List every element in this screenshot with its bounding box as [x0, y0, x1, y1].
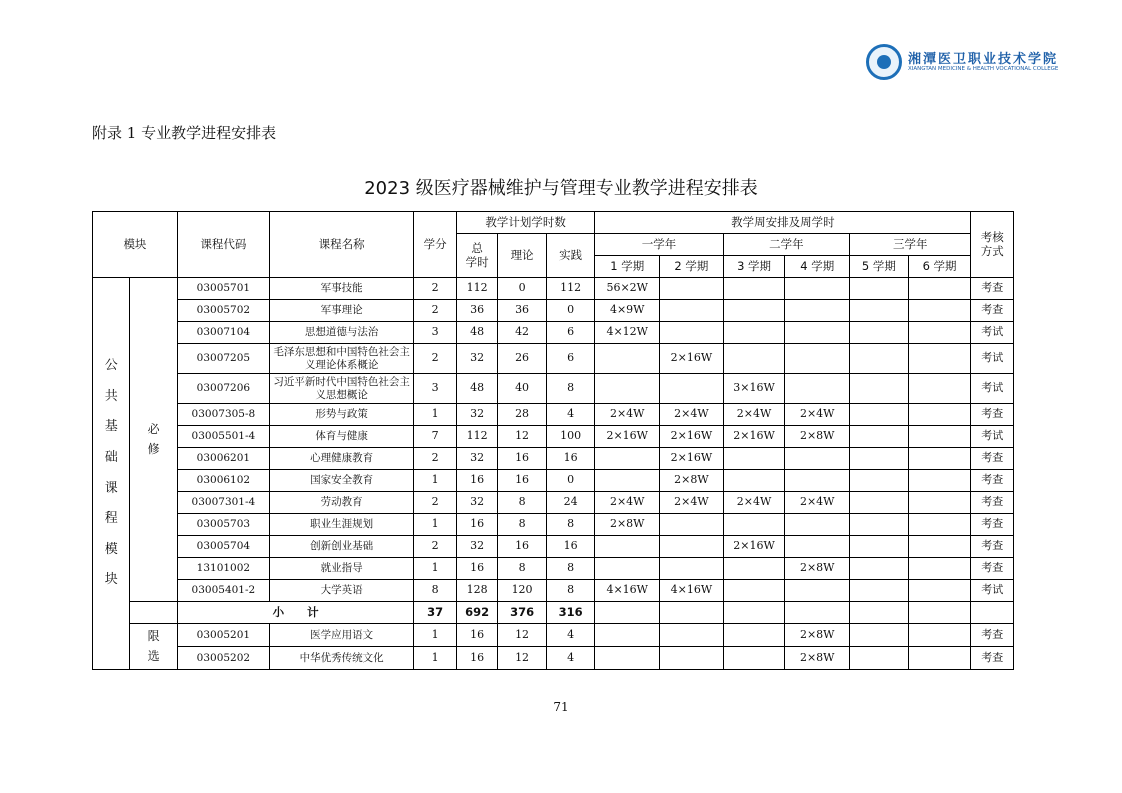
cell-credit: 1 — [414, 514, 456, 536]
cell-t3 — [723, 470, 785, 492]
cell-code: 03005704 — [177, 536, 269, 558]
cell-theory: 28 — [498, 404, 547, 426]
header-assessment: 考核 方式 — [971, 212, 1014, 278]
cell-t5 — [850, 278, 909, 300]
cell-t1: 56×2W — [595, 278, 660, 300]
cell-name: 形势与政策 — [269, 404, 414, 426]
cell-name: 创新创业基础 — [269, 536, 414, 558]
cell-t3 — [723, 558, 785, 580]
cell-total: 48 — [456, 322, 497, 344]
cell-t5 — [850, 580, 909, 602]
cell-t2 — [660, 278, 724, 300]
cell-t3 — [723, 344, 785, 374]
cell-practice: 8 — [546, 558, 595, 580]
cell-name: 思想道德与法治 — [269, 322, 414, 344]
cell-theory: 8 — [498, 492, 547, 514]
cell-name: 劳动教育 — [269, 492, 414, 514]
cell-t2 — [660, 647, 724, 670]
cell-theory: 16 — [498, 536, 547, 558]
subtotal-blank — [130, 602, 178, 624]
cell-exam: 考查 — [971, 647, 1014, 670]
cell-code: 03006102 — [177, 470, 269, 492]
cell-total: 112 — [456, 426, 497, 448]
cell-theory: 26 — [498, 344, 547, 374]
table-row — [93, 344, 1014, 374]
cell-t5 — [850, 624, 909, 647]
cell-practice: 16 — [546, 536, 595, 558]
cell-t1: 4×9W — [595, 300, 660, 322]
cell-t4: 2×8W — [785, 647, 850, 670]
header-term-4: 4 学期 — [785, 256, 850, 278]
cell-practice: 8 — [546, 580, 595, 602]
table-row — [93, 492, 1014, 514]
header-code: 课程代码 — [177, 212, 269, 278]
cell-t6 — [908, 624, 971, 647]
header-year1: 一学年 — [595, 234, 723, 256]
subtotal-practice: 316 — [546, 602, 595, 624]
cell-code: 03007205 — [177, 344, 269, 374]
header-theory: 理论 — [498, 234, 547, 278]
header-term-5: 5 学期 — [850, 256, 909, 278]
cell-t5 — [850, 492, 909, 514]
cell-t3: 3×16W — [723, 374, 785, 404]
header-year3: 三学年 — [850, 234, 971, 256]
cell-t6 — [908, 514, 971, 536]
elective-cell: 限 选 — [130, 624, 178, 670]
cell-exam: 考查 — [971, 404, 1014, 426]
subtotal-empty — [971, 602, 1014, 624]
cell-practice: 0 — [546, 470, 595, 492]
subtotal-empty — [595, 602, 660, 624]
cell-theory: 12 — [498, 624, 547, 647]
cell-total: 32 — [456, 344, 497, 374]
cell-t4 — [785, 322, 850, 344]
cell-total: 16 — [456, 514, 497, 536]
cell-t6 — [908, 580, 971, 602]
teaching-schedule-table — [92, 211, 1014, 670]
cell-t4 — [785, 448, 850, 470]
module-cell: 公 共 基 础 课 程 模 块 — [93, 278, 130, 670]
college-logo — [866, 44, 1059, 84]
cell-t1: 4×12W — [595, 322, 660, 344]
table-title: 2023 级医疗器械维护与管理专业教学进程安排表 — [364, 178, 758, 199]
cell-t3: 2×16W — [723, 426, 785, 448]
college-emblem-icon — [866, 44, 902, 80]
header-schedule: 教学周安排及周学时 — [595, 212, 971, 234]
cell-credit: 1 — [414, 624, 456, 647]
cell-t6 — [908, 470, 971, 492]
cell-t4 — [785, 514, 850, 536]
table-row — [93, 558, 1014, 580]
cell-theory: 8 — [498, 558, 547, 580]
cell-t2 — [660, 558, 724, 580]
cell-exam: 考试 — [971, 344, 1014, 374]
subtotal-empty — [723, 602, 785, 624]
cell-name: 军事技能 — [269, 278, 414, 300]
cell-t2: 4×16W — [660, 580, 724, 602]
logo-name-en: XIANGTAN MEDICINE & HEALTH VOCATIONAL COLLEGE — [908, 66, 1059, 72]
cell-total: 32 — [456, 536, 497, 558]
cell-t5 — [850, 374, 909, 404]
cell-total: 32 — [456, 404, 497, 426]
cell-name: 军事理论 — [269, 300, 414, 322]
cell-name: 就业指导 — [269, 558, 414, 580]
cell-code: 03007301-4 — [177, 492, 269, 514]
cell-theory: 0 — [498, 278, 547, 300]
cell-t2 — [660, 374, 724, 404]
subtotal-total: 692 — [456, 602, 497, 624]
cell-practice: 4 — [546, 624, 595, 647]
cell-t6 — [908, 536, 971, 558]
cell-t6 — [908, 426, 971, 448]
cell-theory: 12 — [498, 426, 547, 448]
cell-t2: 2×4W — [660, 404, 724, 426]
cell-practice: 0 — [546, 300, 595, 322]
cell-t2: 2×4W — [660, 492, 724, 514]
header-credit: 学分 — [414, 212, 456, 278]
cell-t3 — [723, 322, 785, 344]
cell-t4: 2×8W — [785, 624, 850, 647]
table-row — [93, 300, 1014, 322]
cell-practice: 4 — [546, 404, 595, 426]
cell-name: 国家安全教育 — [269, 470, 414, 492]
cell-exam: 考试 — [971, 322, 1014, 344]
cell-t4 — [785, 278, 850, 300]
cell-practice: 8 — [546, 514, 595, 536]
cell-name: 心理健康教育 — [269, 448, 414, 470]
cell-name: 中华优秀传统文化 — [269, 647, 414, 670]
table-row — [93, 536, 1014, 558]
cell-exam: 考查 — [971, 514, 1014, 536]
cell-practice: 8 — [546, 374, 595, 404]
header-module: 模块 — [93, 212, 178, 278]
table-row — [93, 514, 1014, 536]
cell-t2: 2×16W — [660, 448, 724, 470]
cell-t6 — [908, 558, 971, 580]
header-term-2: 2 学期 — [660, 256, 724, 278]
cell-t5 — [850, 647, 909, 670]
cell-credit: 8 — [414, 580, 456, 602]
cell-t5 — [850, 448, 909, 470]
cell-theory: 12 — [498, 647, 547, 670]
cell-name: 大学英语 — [269, 580, 414, 602]
cell-t3: 2×16W — [723, 536, 785, 558]
cell-t3: 2×4W — [723, 404, 785, 426]
cell-total: 16 — [456, 647, 497, 670]
cell-total: 128 — [456, 580, 497, 602]
cell-t2 — [660, 624, 724, 647]
header-term-6: 6 学期 — [908, 256, 971, 278]
cell-credit: 7 — [414, 426, 456, 448]
appendix-label: 附录 1 专业教学进程安排表 — [92, 124, 277, 142]
cell-t6 — [908, 344, 971, 374]
cell-credit: 1 — [414, 404, 456, 426]
cell-practice: 100 — [546, 426, 595, 448]
cell-t1: 2×8W — [595, 514, 660, 536]
cell-exam: 考查 — [971, 536, 1014, 558]
cell-code: 03005201 — [177, 624, 269, 647]
cell-t4 — [785, 470, 850, 492]
cell-total: 32 — [456, 492, 497, 514]
cell-exam: 考试 — [971, 580, 1014, 602]
cell-name: 习近平新时代中国特色社会主义思想概论 — [269, 374, 414, 404]
cell-t4: 2×8W — [785, 558, 850, 580]
cell-t6 — [908, 647, 971, 670]
table-row — [93, 448, 1014, 470]
cell-t1 — [595, 558, 660, 580]
table-row — [93, 624, 1014, 647]
cell-t1 — [595, 536, 660, 558]
cell-t1: 2×16W — [595, 426, 660, 448]
cell-t5 — [850, 470, 909, 492]
cell-practice: 6 — [546, 344, 595, 374]
cell-t2 — [660, 536, 724, 558]
cell-exam: 考查 — [971, 558, 1014, 580]
cell-theory: 16 — [498, 448, 547, 470]
cell-practice: 16 — [546, 448, 595, 470]
cell-t4 — [785, 536, 850, 558]
cell-t6 — [908, 374, 971, 404]
cell-credit: 1 — [414, 558, 456, 580]
cell-total: 16 — [456, 470, 497, 492]
cell-t3 — [723, 300, 785, 322]
cell-practice: 6 — [546, 322, 595, 344]
cell-t4: 2×8W — [785, 426, 850, 448]
cell-credit: 1 — [414, 647, 456, 670]
cell-credit: 2 — [414, 448, 456, 470]
logo-name-cn: 湘潭医卫职业技术学院 — [908, 52, 1059, 67]
cell-code: 03007305-8 — [177, 404, 269, 426]
cell-code: 03007206 — [177, 374, 269, 404]
cell-theory: 42 — [498, 322, 547, 344]
cell-t2: 2×16W — [660, 426, 724, 448]
cell-t6 — [908, 492, 971, 514]
cell-code: 03006201 — [177, 448, 269, 470]
cell-t4 — [785, 300, 850, 322]
header-term-1: 1 学期 — [595, 256, 660, 278]
header-name: 课程名称 — [269, 212, 414, 278]
cell-exam: 考查 — [971, 300, 1014, 322]
cell-t4: 2×4W — [785, 492, 850, 514]
cell-t1: 4×16W — [595, 580, 660, 602]
subtotal-credit: 37 — [414, 602, 456, 624]
cell-t5 — [850, 344, 909, 374]
cell-code: 03005703 — [177, 514, 269, 536]
cell-code: 13101002 — [177, 558, 269, 580]
table-row — [93, 404, 1014, 426]
header-total-hours: 总 学时 — [456, 234, 497, 278]
cell-practice: 24 — [546, 492, 595, 514]
required-cell: 必 修 — [130, 278, 178, 602]
cell-code: 03005701 — [177, 278, 269, 300]
cell-t1 — [595, 624, 660, 647]
cell-t5 — [850, 404, 909, 426]
cell-t1 — [595, 470, 660, 492]
cell-t4: 2×4W — [785, 404, 850, 426]
cell-t5 — [850, 426, 909, 448]
header-term-3: 3 学期 — [723, 256, 785, 278]
table-row — [93, 470, 1014, 492]
subtotal-label: 小 计 — [177, 602, 414, 624]
cell-credit: 2 — [414, 300, 456, 322]
cell-t1 — [595, 344, 660, 374]
cell-code: 03005202 — [177, 647, 269, 670]
cell-exam: 考查 — [971, 492, 1014, 514]
cell-credit: 3 — [414, 374, 456, 404]
cell-credit: 2 — [414, 536, 456, 558]
table-row — [93, 278, 1014, 300]
cell-theory: 16 — [498, 470, 547, 492]
subtotal-row — [93, 602, 1014, 624]
table-row — [93, 322, 1014, 344]
cell-t6 — [908, 278, 971, 300]
cell-t4 — [785, 374, 850, 404]
cell-credit: 1 — [414, 470, 456, 492]
cell-credit: 2 — [414, 278, 456, 300]
cell-credit: 2 — [414, 492, 456, 514]
cell-t1: 2×4W — [595, 492, 660, 514]
cell-theory: 8 — [498, 514, 547, 536]
subtotal-empty — [908, 602, 971, 624]
page-number: 71 — [553, 700, 569, 714]
subtotal-theory: 376 — [498, 602, 547, 624]
cell-theory: 120 — [498, 580, 547, 602]
cell-t3: 2×4W — [723, 492, 785, 514]
cell-t3 — [723, 647, 785, 670]
subtotal-empty — [850, 602, 909, 624]
cell-exam: 考查 — [971, 278, 1014, 300]
cell-t1: 2×4W — [595, 404, 660, 426]
cell-total: 32 — [456, 448, 497, 470]
cell-t5 — [850, 300, 909, 322]
cell-theory: 40 — [498, 374, 547, 404]
cell-theory: 36 — [498, 300, 547, 322]
cell-total: 16 — [456, 624, 497, 647]
cell-code: 03007104 — [177, 322, 269, 344]
cell-exam: 考查 — [971, 624, 1014, 647]
cell-total: 16 — [456, 558, 497, 580]
cell-exam: 考查 — [971, 448, 1014, 470]
cell-t3 — [723, 448, 785, 470]
cell-t6 — [908, 404, 971, 426]
cell-t5 — [850, 536, 909, 558]
cell-total: 36 — [456, 300, 497, 322]
header-practice: 实践 — [546, 234, 595, 278]
cell-total: 48 — [456, 374, 497, 404]
subtotal-empty — [660, 602, 724, 624]
cell-t2: 2×8W — [660, 470, 724, 492]
subtotal-empty — [785, 602, 850, 624]
cell-practice: 4 — [546, 647, 595, 670]
cell-name: 体育与健康 — [269, 426, 414, 448]
cell-exam: 考试 — [971, 426, 1014, 448]
cell-t5 — [850, 322, 909, 344]
cell-t3 — [723, 278, 785, 300]
cell-code: 03005702 — [177, 300, 269, 322]
cell-name: 医学应用语文 — [269, 624, 414, 647]
cell-t5 — [850, 558, 909, 580]
cell-t3 — [723, 514, 785, 536]
cell-t6 — [908, 300, 971, 322]
cell-t2 — [660, 300, 724, 322]
cell-t1 — [595, 374, 660, 404]
table-row — [93, 426, 1014, 448]
cell-t2 — [660, 322, 724, 344]
table-row — [93, 374, 1014, 404]
cell-t3 — [723, 580, 785, 602]
table-row — [93, 647, 1014, 670]
cell-credit: 3 — [414, 322, 456, 344]
cell-t6 — [908, 448, 971, 470]
cell-code: 03005401-2 — [177, 580, 269, 602]
cell-total: 112 — [456, 278, 497, 300]
table-row — [93, 580, 1014, 602]
cell-code: 03005501-4 — [177, 426, 269, 448]
cell-t5 — [850, 514, 909, 536]
cell-t6 — [908, 322, 971, 344]
cell-practice: 112 — [546, 278, 595, 300]
cell-exam: 考查 — [971, 470, 1014, 492]
cell-t1 — [595, 448, 660, 470]
cell-t4 — [785, 580, 850, 602]
cell-t2 — [660, 514, 724, 536]
header-year2: 二学年 — [723, 234, 849, 256]
cell-t2: 2×16W — [660, 344, 724, 374]
cell-credit: 2 — [414, 344, 456, 374]
cell-t1 — [595, 647, 660, 670]
cell-t4 — [785, 344, 850, 374]
cell-name: 职业生涯规划 — [269, 514, 414, 536]
cell-t3 — [723, 624, 785, 647]
cell-exam: 考试 — [971, 374, 1014, 404]
cell-name: 毛泽东思想和中国特色社会主义理论体系概论 — [269, 344, 414, 374]
header-plan-hours: 教学计划学时数 — [456, 212, 595, 234]
